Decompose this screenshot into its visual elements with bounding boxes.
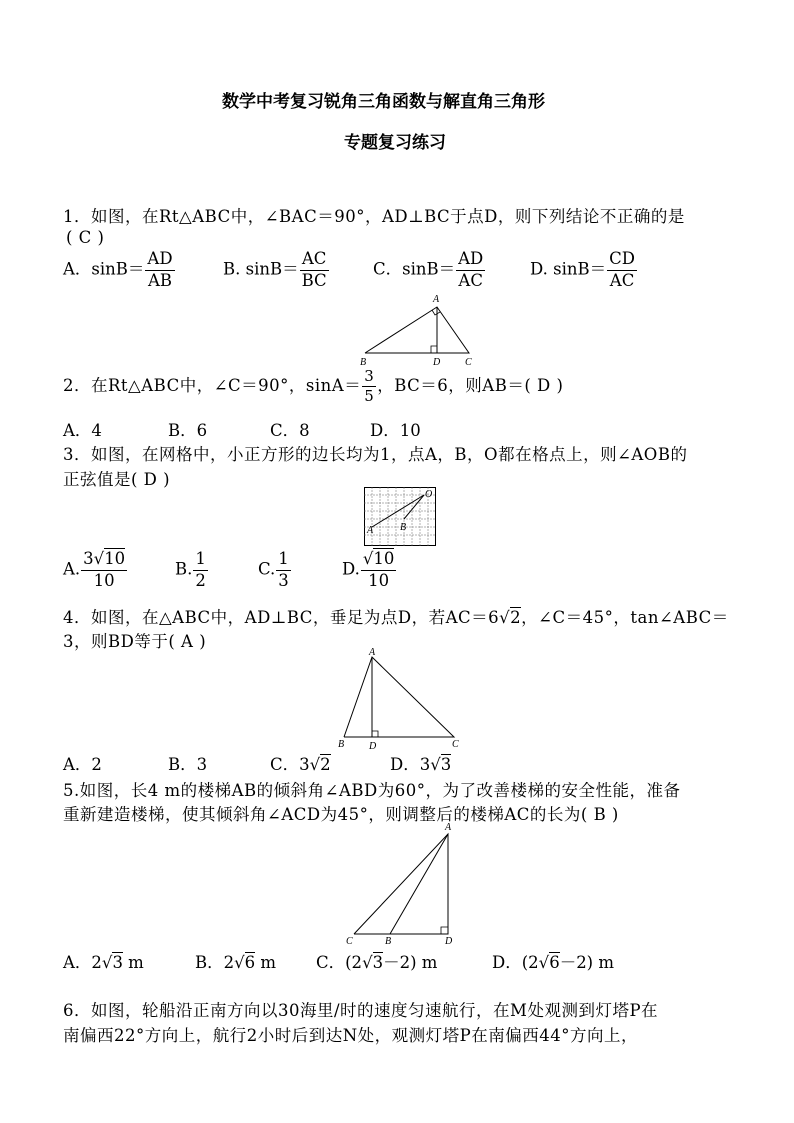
- q3-stem-line2: 正弦值是( D ): [63, 470, 171, 489]
- q5-fig-label-d: D: [445, 936, 453, 947]
- q5-fig-label-a: A: [445, 822, 452, 833]
- q4-option-c: C．3√2: [270, 755, 331, 774]
- q1-option-d: D. sinB＝ $\frac{CD}{AC}$: [530, 249, 635, 290]
- q5-option-a: A．2√3 m: [63, 953, 144, 972]
- q4-option-a: A．2: [63, 755, 102, 774]
- q5-option-c: C．(2√3－2) m: [316, 953, 438, 972]
- q6-stem-line1: 6．如图，轮船沿正南方向以30海里/时的速度匀速航行，在M处观测到灯塔P在: [63, 1001, 659, 1020]
- q4-stem-line2: 3，则BD等于( A ): [63, 632, 207, 651]
- q5-stem-line1: 5.如图，长4 m的楼梯AB的倾斜角∠ABD为60°，为了改善楼梯的安全性能，准备: [63, 781, 681, 800]
- q3-figure: [364, 487, 436, 547]
- q2-option-b: B．6: [168, 421, 208, 440]
- q1-figure: [355, 293, 480, 371]
- q4-figure: [334, 645, 464, 753]
- q3-fig-label-a: A: [367, 525, 374, 536]
- q6-stem-line2: 南偏西22°方向上，航行2小时后到达N处，观测灯塔P在南偏西44°方向上，: [63, 1026, 639, 1045]
- q5-option-d: D．(2√6－2) m: [492, 953, 615, 972]
- q1-fig-label-b: B: [360, 357, 367, 368]
- q2-option-d: D．10: [370, 421, 421, 440]
- q1-option-c: C．sinB＝ $\frac{AD}{AC}$: [373, 249, 484, 290]
- q3-fig-label-b: B: [400, 522, 407, 533]
- q1-option-a: A．sinB＝ $\frac{AD}{AB}$: [63, 249, 173, 290]
- q2-option-a: A．4: [63, 421, 102, 440]
- q4-option-b: B．3: [168, 755, 208, 774]
- q4-stem-line1: 4．如图，在△ABC中，AD⊥BC，垂足为点D，若AC＝6√2，∠C＝45°，tan∠ABC＝: [63, 608, 729, 627]
- q4-fig-label-a: A: [369, 647, 376, 658]
- q3-option-c: C. $\frac{1}{3}$: [258, 549, 289, 590]
- q3-stem-line1: 3．如图，在网格中，小正方形的边长均为1，点A，B，O都在格点上，则∠AOB的: [63, 445, 688, 464]
- page-title: 数学中考复习锐角三角函数与解直角三角形: [222, 92, 545, 112]
- q2-option-c: C．8: [270, 421, 310, 440]
- q3-option-d: D. $\frac{√10}{10}$: [342, 549, 395, 590]
- q1-stem: 1．如图，在Rt△ABC中，∠BAC＝90°，AD⊥BC于点D，则下列结论不正确的是: [63, 207, 685, 226]
- q4-fig-label-c: C: [452, 739, 459, 750]
- q1-fig-label-d: D: [433, 357, 441, 368]
- q1-option-b: B. sinB＝ $\frac{AC}{BC}$: [223, 249, 327, 290]
- q5-figure: [340, 818, 460, 948]
- q1-answer: ( C ): [66, 228, 105, 247]
- page-subtitle: 专题复习练习: [344, 133, 446, 153]
- q5-stem-line2: 重新建造楼梯，使其倾斜角∠ACD为45°，则调整后的楼梯AC的长为( B ): [63, 805, 619, 824]
- q3-option-a: A. $\frac{3√10}{10}$: [63, 549, 126, 590]
- q1-fig-label-a: A: [433, 294, 440, 305]
- q3-option-b: B. $\frac{1}{2}$: [175, 549, 206, 590]
- q4-fig-label-b: B: [338, 739, 345, 750]
- q2-stem: 2．在Rt△ABC中，∠C＝90°，sinA＝ $\frac{3}{5}$ ，BC＝6，则AB＝( D ): [63, 367, 564, 405]
- q5-fig-label-c: C: [346, 936, 353, 947]
- q4-fig-label-d: D: [369, 741, 377, 752]
- q4-option-d: D．3√3: [390, 755, 452, 774]
- q5-option-b: B．2√6 m: [195, 953, 277, 972]
- q1-fig-label-c: C: [465, 357, 472, 368]
- q3-fig-label-o: O: [425, 489, 433, 500]
- q5-fig-label-b: B: [385, 936, 392, 947]
